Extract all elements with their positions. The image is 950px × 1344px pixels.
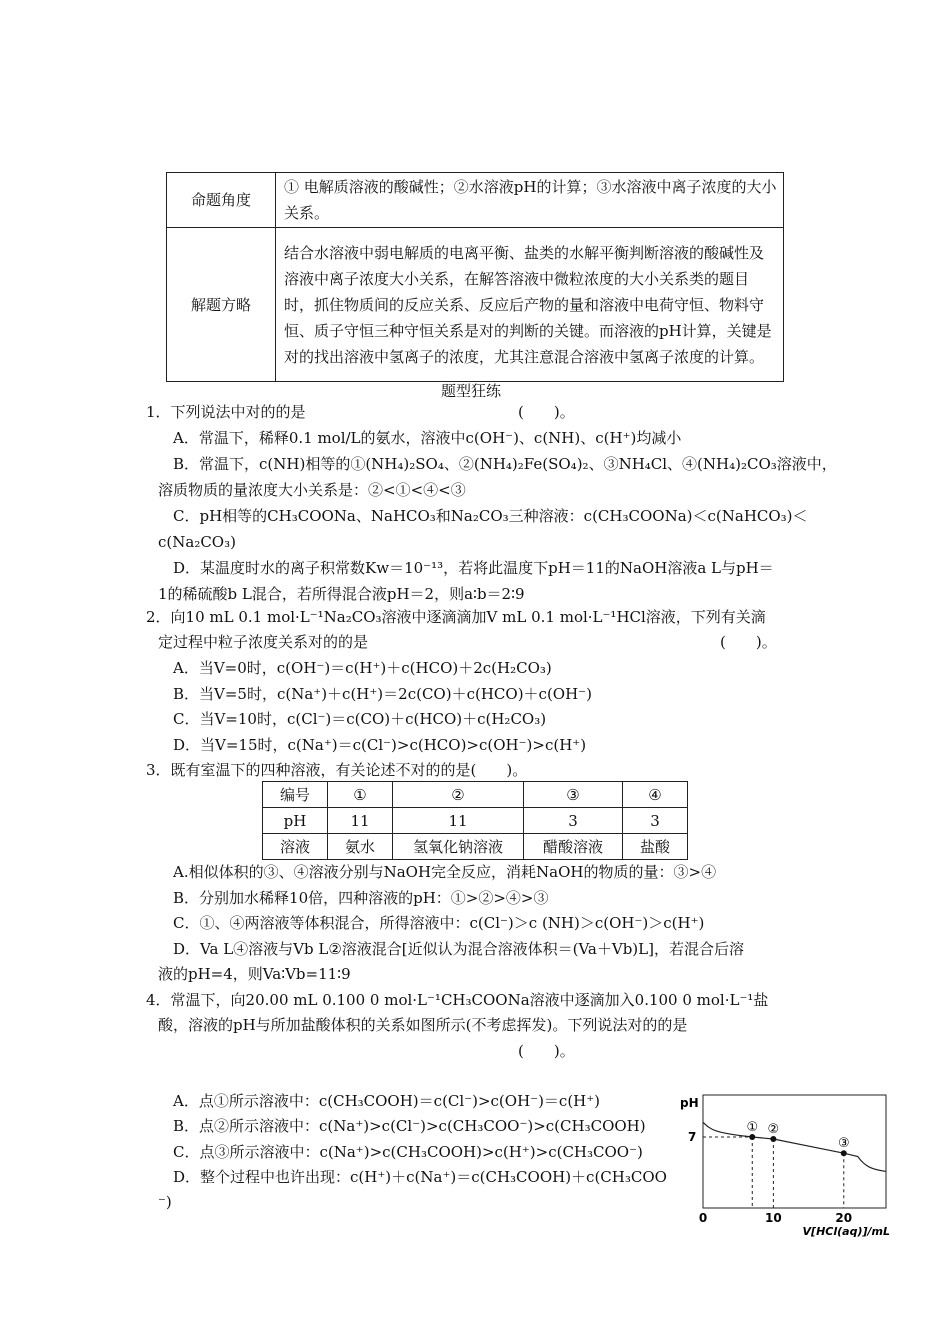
q3-option-d-cont: 液的pH=4，则Va∶Vb=11∶9 [158,965,351,983]
q4-stem: 4．常温下，向20.00 mL 0.100 0 mol·L⁻¹CH₃COONa溶液中逐滴加入0.100 0 mol·L⁻¹盐 [146,991,769,1009]
point-label: ② [767,1122,780,1138]
info-header-angle: 命题角度 [167,173,276,228]
q3-cell: 3 [524,808,623,834]
q4-blank: ( )。 [518,1042,575,1060]
q3-stem: 3．既有室温下的四种溶液，有关论述不对的的是( )。 [146,761,528,779]
q1-blank: ( )。 [518,403,575,421]
q3-option-a: A.相似体积的③、④溶液分别与NaOH完全反应，消耗NaOH的物质的量：③>④ [173,863,717,881]
q2-stem: 2．向10 mL 0.1 mol·L⁻¹Na₂CO₃溶液中逐滴滴加V mL 0.1 mol·L⁻¹HCl溶液，下列有关滴 [146,608,766,626]
section-title: 题型狂练 [441,382,502,400]
q2-option-b: B．当V=5时，c(Na⁺)＋c(H⁺)＝2c(CO)＋c(HCO)＋c(OH⁻) [173,685,592,703]
q2-stem-cont: 定过程中粒子浓度关系对的的是 [158,633,369,651]
plot-frame [703,1095,886,1208]
q3-row-label-solution: 溶液 [263,834,328,860]
q4-option-d: D．整个过程中也许出现：c(H⁺)＋c(Na⁺)＝c(CH₃COOH)＋c(CH₃COO [173,1168,667,1186]
info-table [166,172,784,382]
q3-solution-table [262,781,688,860]
info-content-angle: ① 电解质溶液的酸碱性；②水溶液pH的计算；③水溶液中离子浓度的大小关系。 [276,173,784,228]
q3-cell: 盐酸 [623,834,688,860]
q3-cell: 11 [393,808,524,834]
q3-option-c: C．①、④两溶液等体积混合，所得溶液中：c(Cl⁻)＞c (NH)＞c(OH⁻)＞c(H⁺) [173,914,705,932]
q3-cell: 3 [623,808,688,834]
point-label: ③ [837,1136,850,1152]
info-header-strategy: 解题方略 [167,228,276,382]
q3-row-label-no: 编号 [263,782,328,808]
ph-titration-chart [676,1088,896,1238]
q1-stem: 1．下列说法中对的的是 [146,403,306,421]
q3-option-b: B．分别加水稀释10倍，四种溶液的pH：①>②>④>③ [173,889,549,907]
q4-option-a: A．点①所示溶液中：c(CH₃COOH)＝c(Cl⁻)>c(OH⁻)＝c(H⁺) [173,1092,601,1110]
q3-cell: 氢氧化钠溶液 [393,834,524,860]
q3-cell: ① [328,782,393,808]
info-content-strategy: 结合水溶液中弱电解质的电离平衡、盐类的水解平衡判断溶液的酸碱性及溶液中离子浓度大小关系，在解答溶液中微粒浓度的大小关系类的题目时，抓住物质间的反应关系、反应后产物的量和溶液中电荷守恒、物料守恒、质子守恒三种守恒关系是对的判断的关键。而溶液的pH计算，关键是对的找出溶液中氢离子的浓度，尤其注意混合溶液中氢离子浓度的计算。 [276,228,784,382]
q3-option-d: D．Va L④溶液与Vb L②溶液混合[近似认为混合溶液体积＝(Va＋Vb)L]，若混合后溶 [173,940,744,958]
y-tick-label: 7 [688,1130,697,1144]
q1-option-d: D．某温度时水的离子积常数Kw＝10⁻¹³，若将此温度下pH＝11的NaOH溶液a L与pH＝ [173,559,774,577]
q3-cell: ② [393,782,524,808]
q4-option-b: B．点②所示溶液中：c(Na⁺)>c(Cl⁻)>c(CH₃COO⁻)>c(CH₃COOH) [173,1117,646,1135]
q2-option-d: D．当V=15时，c(Na⁺)＝c(Cl⁻)>c(HCO)>c(OH⁻)>c(H⁺) [173,736,587,754]
y-axis-label: pH [680,1096,699,1110]
q1-option-c-cont: c(Na₂CO₃) [158,533,236,551]
q4-stem-cont: 酸，溶液的pH与所加盐酸体积的关系如图所示(不考虑挥发)。下列说法对的的是 [158,1016,688,1034]
x-axis-label: V[HCl(aq)]/mL [802,1225,890,1238]
q3-cell: 11 [328,808,393,834]
q1-option-b: B．常温下，c(NH)相等的①(NH₄)₂SO₄、②(NH₄)₂Fe(SO₄)₂、③NH₄Cl、④(NH₄)₂CO₃溶液中， [173,455,837,473]
q4-option-d-cont: ⁻) [158,1193,172,1211]
q3-cell: ③ [524,782,623,808]
q1-option-c: C．pH相等的CH₃COONa、NaHCO₃和Na₂CO₃三种溶液：c(CH₃COONa)＜c(NaHCO₃)＜ [173,507,808,525]
q3-row-label-ph: pH [263,808,328,834]
q3-cell: 醋酸溶液 [524,834,623,860]
q1-option-b-cont: 溶质物质的量浓度大小关系是：②<①<④<③ [158,481,466,499]
x-tick-label: 10 [765,1211,782,1225]
q4-option-c: C．点③所示溶液中：c(Na⁺)>c(CH₃COOH)>c(H⁺)>c(CH₃COO⁻) [173,1143,643,1161]
x-tick-label: 0 [698,1211,708,1225]
q2-option-a: A．当V=0时，c(OH⁻)＝c(H⁺)＋c(HCO)＋2c(H₂CO₃) [173,659,552,677]
q2-option-c: C．当V=10时，c(Cl⁻)＝c(CO)＋c(HCO)＋c(H₂CO₃) [173,710,547,728]
q1-option-a: A．常温下，稀释0.1 mol/L的氨水，溶液中c(OH⁻)、c(NH)、c(H⁺)均减小 [173,429,682,447]
ph-curve [703,1122,886,1171]
q1-option-d-cont: 1的稀硫酸b L混合，若所得混合液pH＝2，则a∶b＝2∶9 [158,585,525,603]
q3-cell: ④ [623,782,688,808]
point-label: ① [746,1120,759,1135]
q3-cell: 氨水 [328,834,393,860]
q2-blank: ( )。 [720,633,777,651]
x-tick-label: 20 [835,1211,853,1225]
